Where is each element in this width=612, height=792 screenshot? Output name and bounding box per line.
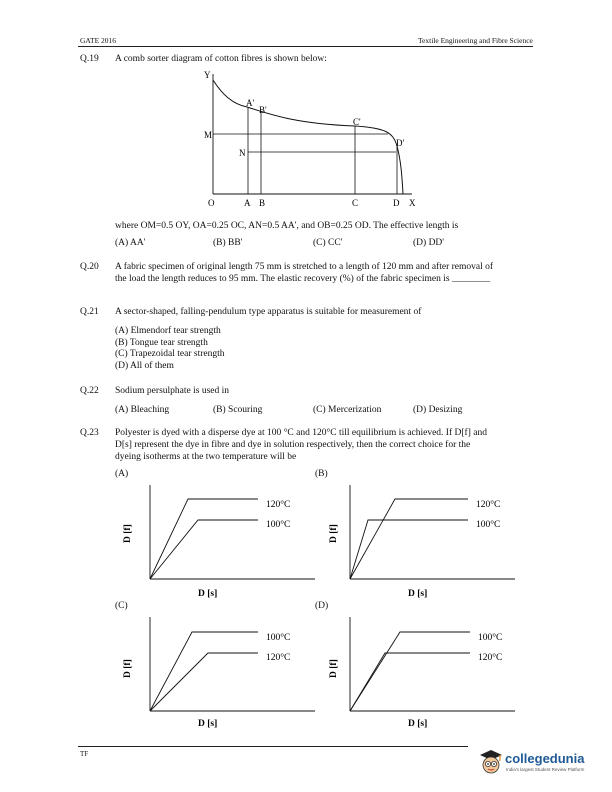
plot-b-upper-curve (350, 499, 468, 579)
q19-option-d[interactable]: (D) DD' (413, 238, 444, 248)
comb-sorter-diagram (180, 66, 440, 211)
header-right: Textile Engineering and Fibre Science (418, 36, 533, 45)
label-n: N (239, 148, 246, 158)
brand-tagline: India's largest Student Review Platform (506, 767, 585, 772)
q23-number: Q.23 (80, 428, 99, 438)
footer-rule (78, 746, 468, 747)
plot-c (110, 612, 320, 732)
q19-number: Q.19 (80, 54, 99, 64)
label-c-prime: C' (353, 117, 361, 127)
q22-text: Sodium persulphate is used in (115, 386, 229, 396)
label-d-prime: D' (396, 138, 405, 148)
label-o: O (208, 198, 215, 208)
plot-d-y-label: D [f] (329, 659, 339, 678)
plot-a-lower-curve (150, 520, 258, 579)
q20-line1: A fabric specimen of original length 75 mm is stretched to a length of 120 mm and after removal of (115, 262, 494, 272)
plot-d-lower-curve (350, 653, 470, 711)
plot-c-label[interactable]: (C) (115, 601, 128, 611)
q21-number: Q.21 (80, 307, 99, 317)
label-a-prime: A' (246, 98, 255, 108)
q20-line2: the load the length reduces to 95 mm. The elastic recovery (%) of the fabric specimen is ________ (115, 274, 490, 284)
plot-c-lower-curve (150, 653, 258, 711)
collegedunia-logo[interactable] (478, 748, 598, 778)
plot-b-lower-label: 100°C (476, 520, 501, 530)
q21-option-a[interactable]: (A) Elmendorf tear strength (115, 326, 221, 336)
label-a: A (244, 198, 251, 208)
q23-line3: dyeing isotherms at the two temperature will be (115, 452, 297, 462)
plot-a-upper-curve (150, 499, 258, 579)
label-m: M (204, 130, 213, 140)
plot-c-upper-label: 100°C (266, 633, 291, 643)
plot-a-upper-label: 120°C (266, 500, 291, 510)
plot-a-y-label: D [f] (123, 524, 133, 543)
plot-a-x-label: D [s] (198, 589, 218, 599)
q23-line2: D[s] represent the dye in fibre and dye in solution respectively, then the correct choice for the (115, 440, 471, 450)
brand-name: collegedunia (505, 751, 585, 766)
label-b-prime: B' (259, 105, 267, 115)
plot-b-lower-curve (350, 520, 468, 579)
plot-d-label[interactable]: (D) (315, 601, 329, 611)
label-y: Y (204, 70, 211, 80)
plot-d-upper-label: 100°C (478, 633, 503, 643)
label-x: X (409, 198, 416, 208)
q22-number: Q.22 (80, 386, 99, 396)
q22-option-a[interactable]: (A) Bleaching (115, 405, 170, 415)
plot-b (310, 480, 520, 600)
plot-b-x-label: D [s] (408, 589, 428, 599)
q21-text: A sector-shaped, falling-pendulum type apparatus is suitable for measurement of (115, 307, 422, 317)
q22-option-b[interactable]: (B) Scouring (213, 405, 263, 415)
plot-d-upper-curve (350, 632, 470, 711)
q21-option-b[interactable]: (B) Tongue tear strength (115, 337, 208, 348)
q22-option-c[interactable]: (C) Mercerization (313, 405, 382, 415)
header-left: GATE 2016 (80, 36, 117, 45)
graduate-mascot-icon (478, 748, 504, 778)
plot-c-lower-label: 120°C (266, 653, 291, 663)
label-d: D (393, 198, 400, 208)
q19-option-c[interactable]: (C) CC' (313, 238, 343, 248)
q21-option-d[interactable]: (D) All of them (115, 360, 174, 371)
label-c: C (352, 198, 359, 208)
q21-options (115, 326, 225, 372)
plot-a-lower-label: 100°C (266, 520, 291, 530)
q23-line1: Polyester is dyed with a disperse dye at 100 °C and 120°C till equilibrium is achieved. If D[f] and (115, 428, 487, 438)
q19-option-b[interactable]: (B) BB' (213, 238, 243, 248)
q19-option-a[interactable]: (A) AA' (115, 238, 146, 248)
plot-a (110, 480, 320, 600)
plot-d-lower-label: 120°C (478, 653, 503, 663)
q22-option-d[interactable]: (D) Desizing (413, 405, 463, 415)
q19-condition: where OM=0.5 OY, OA=0.25 OC, AN=0.5 AA', and OB=0.25 OD. The effective length is (115, 221, 459, 231)
label-b: B (259, 198, 266, 208)
plot-a-label[interactable]: (A) (115, 469, 129, 479)
footer-code: TF (80, 750, 89, 758)
fibre-curve (213, 80, 403, 194)
q21-option-c[interactable]: (C) Trapezoidal tear strength (115, 349, 225, 360)
header-rule (78, 46, 533, 47)
q20-number: Q.20 (80, 262, 99, 272)
plot-c-upper-curve (150, 632, 258, 711)
plot-c-y-label: D [f] (123, 659, 133, 678)
plot-c-x-label: D [s] (198, 719, 218, 729)
plot-d (310, 612, 520, 732)
plot-b-label[interactable]: (B) (315, 469, 328, 479)
plot-b-y-label: D [f] (329, 524, 339, 543)
q19-text: A comb sorter diagram of cotton fibres is shown below: (115, 54, 327, 64)
plot-d-x-label: D [s] (408, 719, 428, 729)
plot-b-upper-label: 120°C (476, 500, 501, 510)
